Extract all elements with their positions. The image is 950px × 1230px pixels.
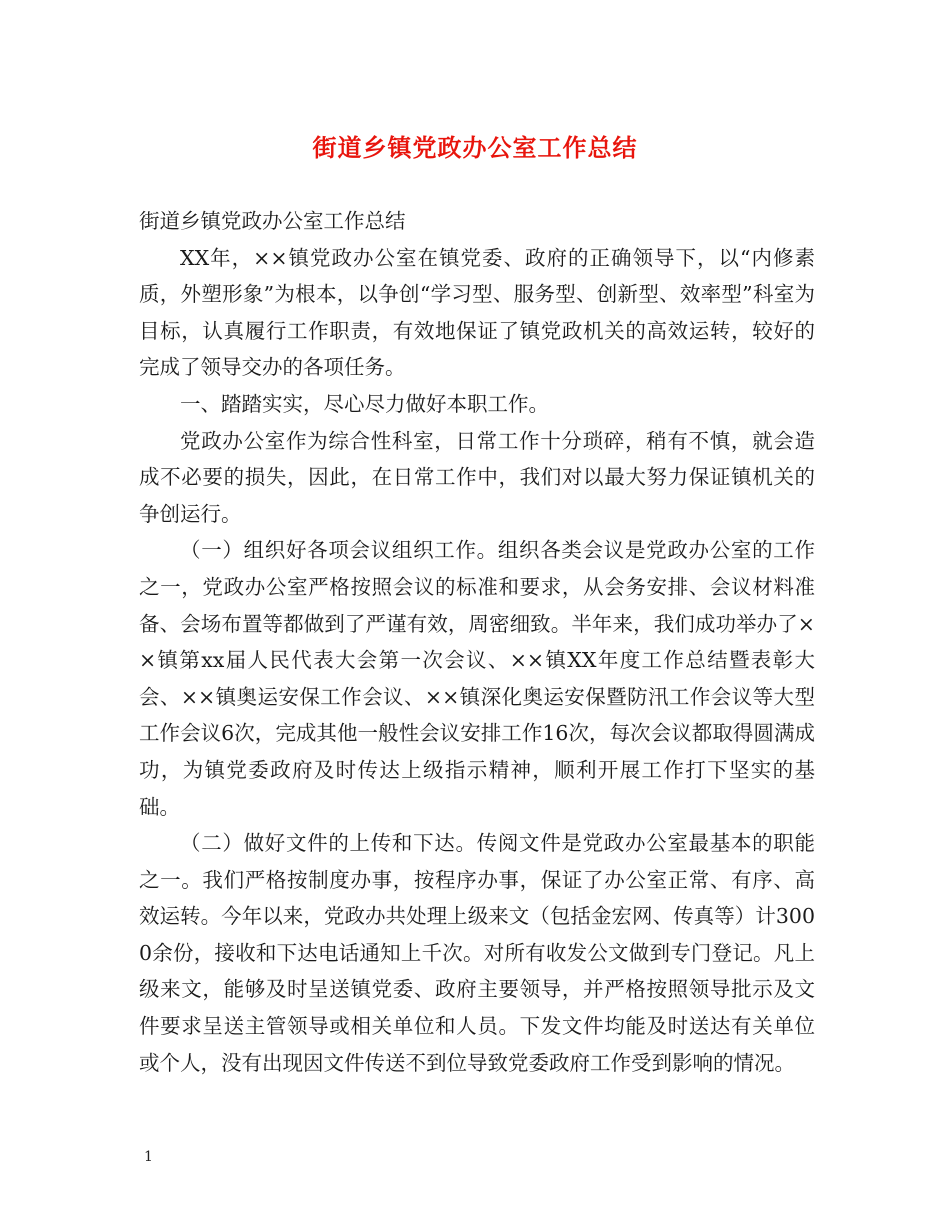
document-body <box>139 203 815 1081</box>
body-paragraph: （一）组织好各项会议组织工作。组织各类会议是党政办公室的工作之一，党政办公室严格按照会议的标准和要求，从会务安排、会议材料准备、会场布置等都做到了严谨有效，周密细致。半年来，我们成功举办了××镇第xx届人民代表大会第一次会议、××镇XX年度工作总结暨表彰大会、××镇奥运安保工作会议、××镇深化奥运安保暨防汛工作会议等大型工作会议6次，完成其他一般性会议安排工作16次，每次会议都取得圆满成功，为镇党委政府及时传达上级指示精神，顺利开展工作打下坚实的基础。 <box>139 538 815 819</box>
body-paragraph: 党政办公室作为综合性科室，日常工作十分琐碎，稍有不慎，就会造成不必要的损失，因此，在日常工作中，我们对以最大努力保证镇机关的争创运行。 <box>139 428 815 526</box>
subtitle-paragraph: 街道乡镇党政办公室工作总结 <box>139 209 406 233</box>
body-paragraph: （二）做好文件的上传和下达。传阅文件是党政办公室最基本的职能之一。我们严格按制度办事，按程序办事，保证了办公室正常、有序、高效运转。今年以来，党政办共处理上级来文（包括金宏网、传真等）计3000余份，接收和下达电话通知上千次。对所有收发公文做到专门登记。凡上级来文，能够及时呈送镇党委、政府主要领导，并严格按照领导批示及文件要求呈送主管领导或相关单位和人员。下发文件均能及时送达有关单位或个人，没有出现因文件传送不到位导致党委政府工作受到影响的情况。 <box>139 831 815 1075</box>
intro-paragraph: XX年，××镇党政办公室在镇党委、政府的正确领导下，以“内修素质，外塑形象”为根本，以争创“学习型、服务型、创新型、效率型”科室为目标，认真履行工作职责，有效地保证了镇党政机关的高效运转，较好的完成了领导交办的各项任务。 <box>139 245 815 380</box>
section-heading: 一、踏踏实实，尽心尽力做好本职工作。 <box>180 391 549 416</box>
document-title: 街道乡镇党政办公室工作总结 <box>312 133 638 162</box>
page-number: 1 <box>144 1149 153 1165</box>
